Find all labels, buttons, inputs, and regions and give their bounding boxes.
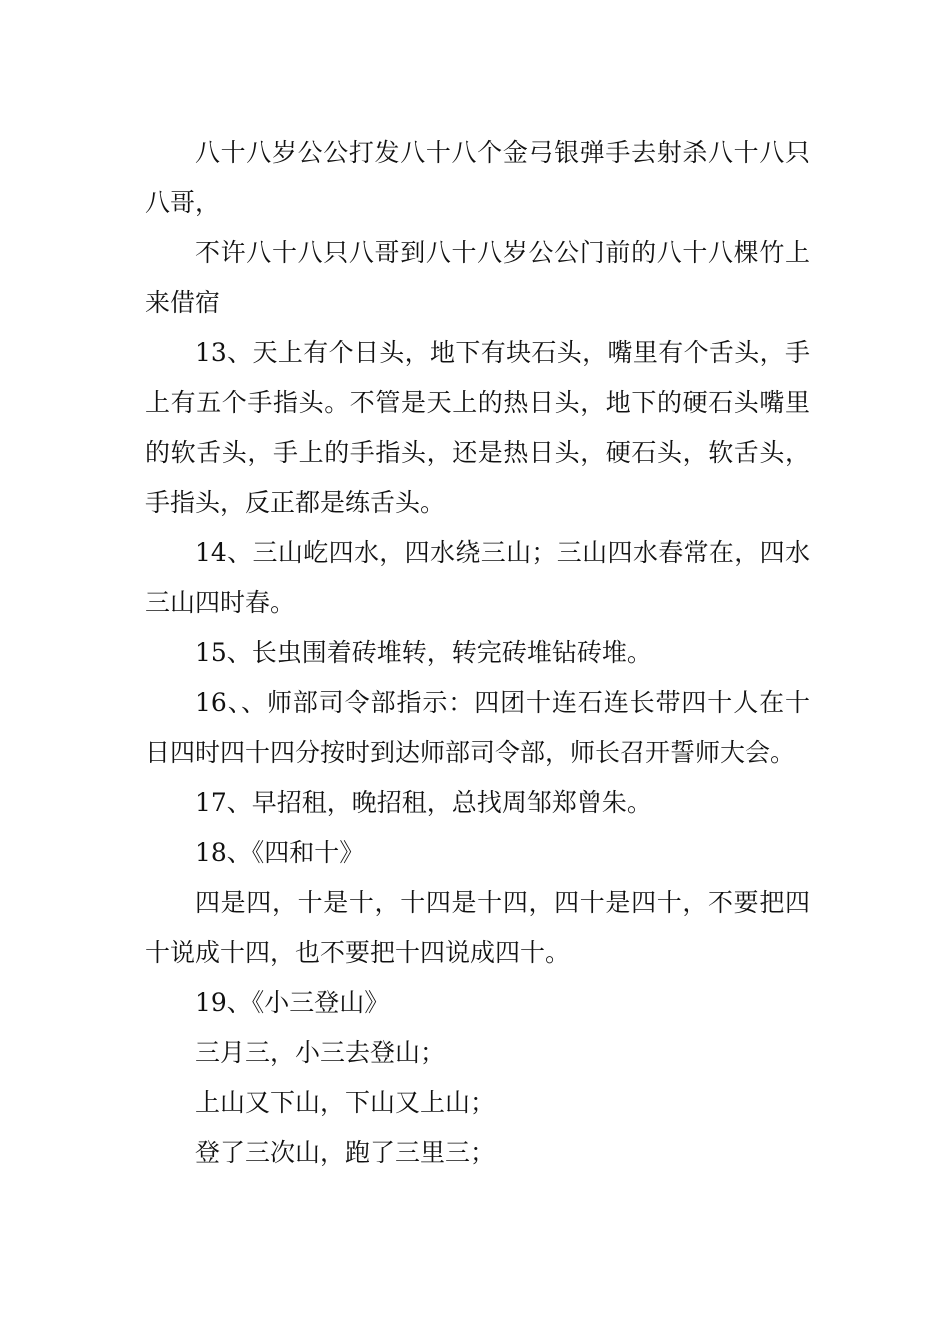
paragraph: 上山又下山，下山又上山； — [195, 1088, 496, 1117]
paragraph: 16、、师部司令部指示：四团十连石连长带四十人在十日四时四十四分按时到达师部司令部，师长召开誓师大会。 — [145, 688, 810, 767]
document-page — [145, 128, 810, 1178]
paragraph: 四是四，十是十，十四是十四，四十是四十，不要把四十说成十四，也不要把十四说成四十。 — [145, 888, 810, 967]
paragraph: 17、早招租，晚招租，总找周邹郑曾朱。 — [195, 788, 652, 817]
paragraph: 三月三，小三去登山； — [195, 1038, 446, 1067]
paragraph: 13、天上有个日头，地下有块石头，嘴里有个舌头，手上有五个手指头。不管是天上的热日头，地下的硬石头嘴里的软舌头，手上的手指头，还是热日头，硬石头，软舌头，手指头，反正都是练舌头。 — [145, 338, 810, 517]
paragraph: 14、三山屹四水，四水绕三山；三山四水春常在，四水三山四时春。 — [145, 538, 810, 617]
paragraph: 18、《四和十》 — [195, 838, 365, 867]
paragraph: 15、长虫围着砖堆转，转完砖堆钻砖堆。 — [195, 638, 652, 667]
paragraph: 19、《小三登山》 — [195, 988, 390, 1017]
paragraph: 不许八十八只八哥到八十八岁公公门前的八十八棵竹上来借宿 — [145, 238, 810, 317]
paragraph: 登了三次山，跑了三里三； — [195, 1138, 496, 1167]
paragraph: 八十八岁公公打发八十八个金弓银弹手去射杀八十八只八哥， — [145, 138, 810, 217]
